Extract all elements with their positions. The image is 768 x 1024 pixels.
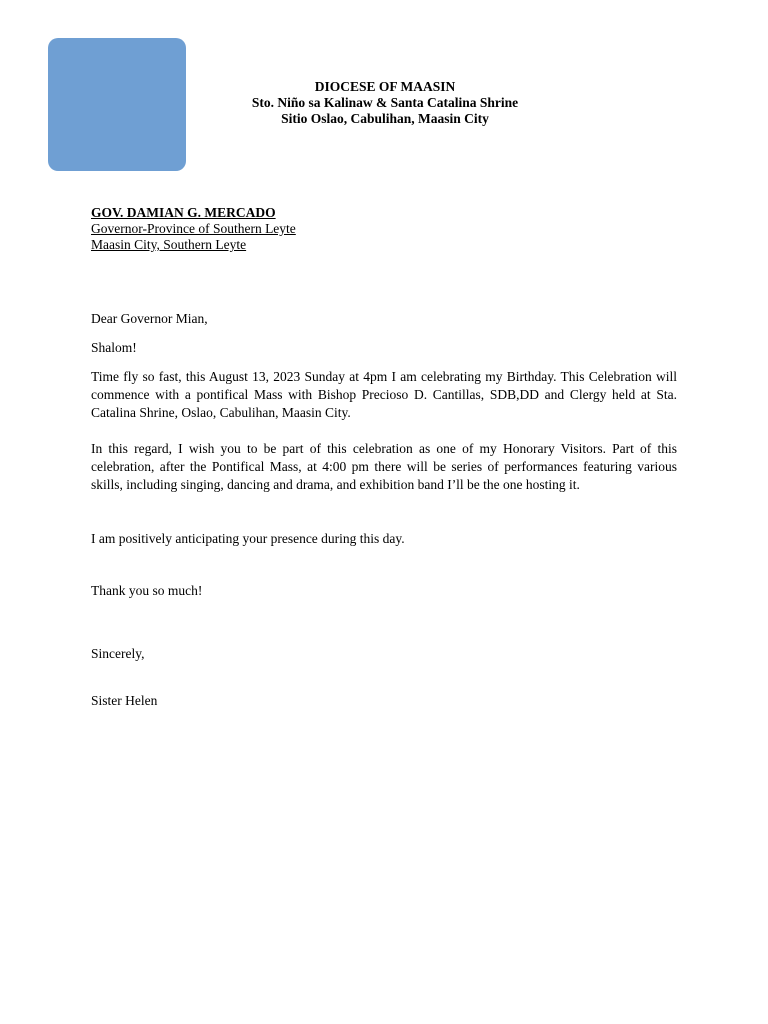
thank-you-line: Thank you so much! [91,583,203,598]
letterhead [190,79,580,127]
diocese-name: DIOCESE OF MAASIN [314,79,456,94]
shrine-name: Sto. Niño sa Kalinaw & Santa Catalina Shrine [251,95,519,110]
signature: Sister Helen [91,693,158,708]
logo-placeholder [48,38,186,171]
recipient-address: Maasin City, Southern Leyte [91,237,247,252]
recipient-name: GOV. DAMIAN G. MERCADO [91,205,276,220]
paragraph-invitation: In this regard, I wish you to be part of this celebration as one of my Honorary Visitors. Part of this celebration, after the Pontifical Mass, at 4:00 pm there will be series of performances featuring various skills, including singing, dancing and drama, and exhibition band I’ll be the one hosting it. [91,441,677,492]
salutation: Dear Governor Mian, [91,311,208,326]
recipient-block [91,205,296,253]
closing: Sincerely, [91,646,145,661]
paragraph-anticipation: I am positively anticipating your presence during this day. [91,531,405,546]
recipient-title: Governor-Province of Southern Leyte [91,221,296,236]
shrine-address: Sitio Oslao, Cabulihan, Maasin City [281,111,489,126]
greeting: Shalom! [91,340,137,355]
paragraph-birthday: Time fly so fast, this August 13, 2023 Sunday at 4pm I am celebrating my Birthday. This Celebration will commence with a pontifical Mass with Bishop Precioso D. Cantillas, SDB,DD and Clergy held at Sta. Catalina Shrine, Oslao, Cabulihan, Maasin City. [91,369,677,420]
